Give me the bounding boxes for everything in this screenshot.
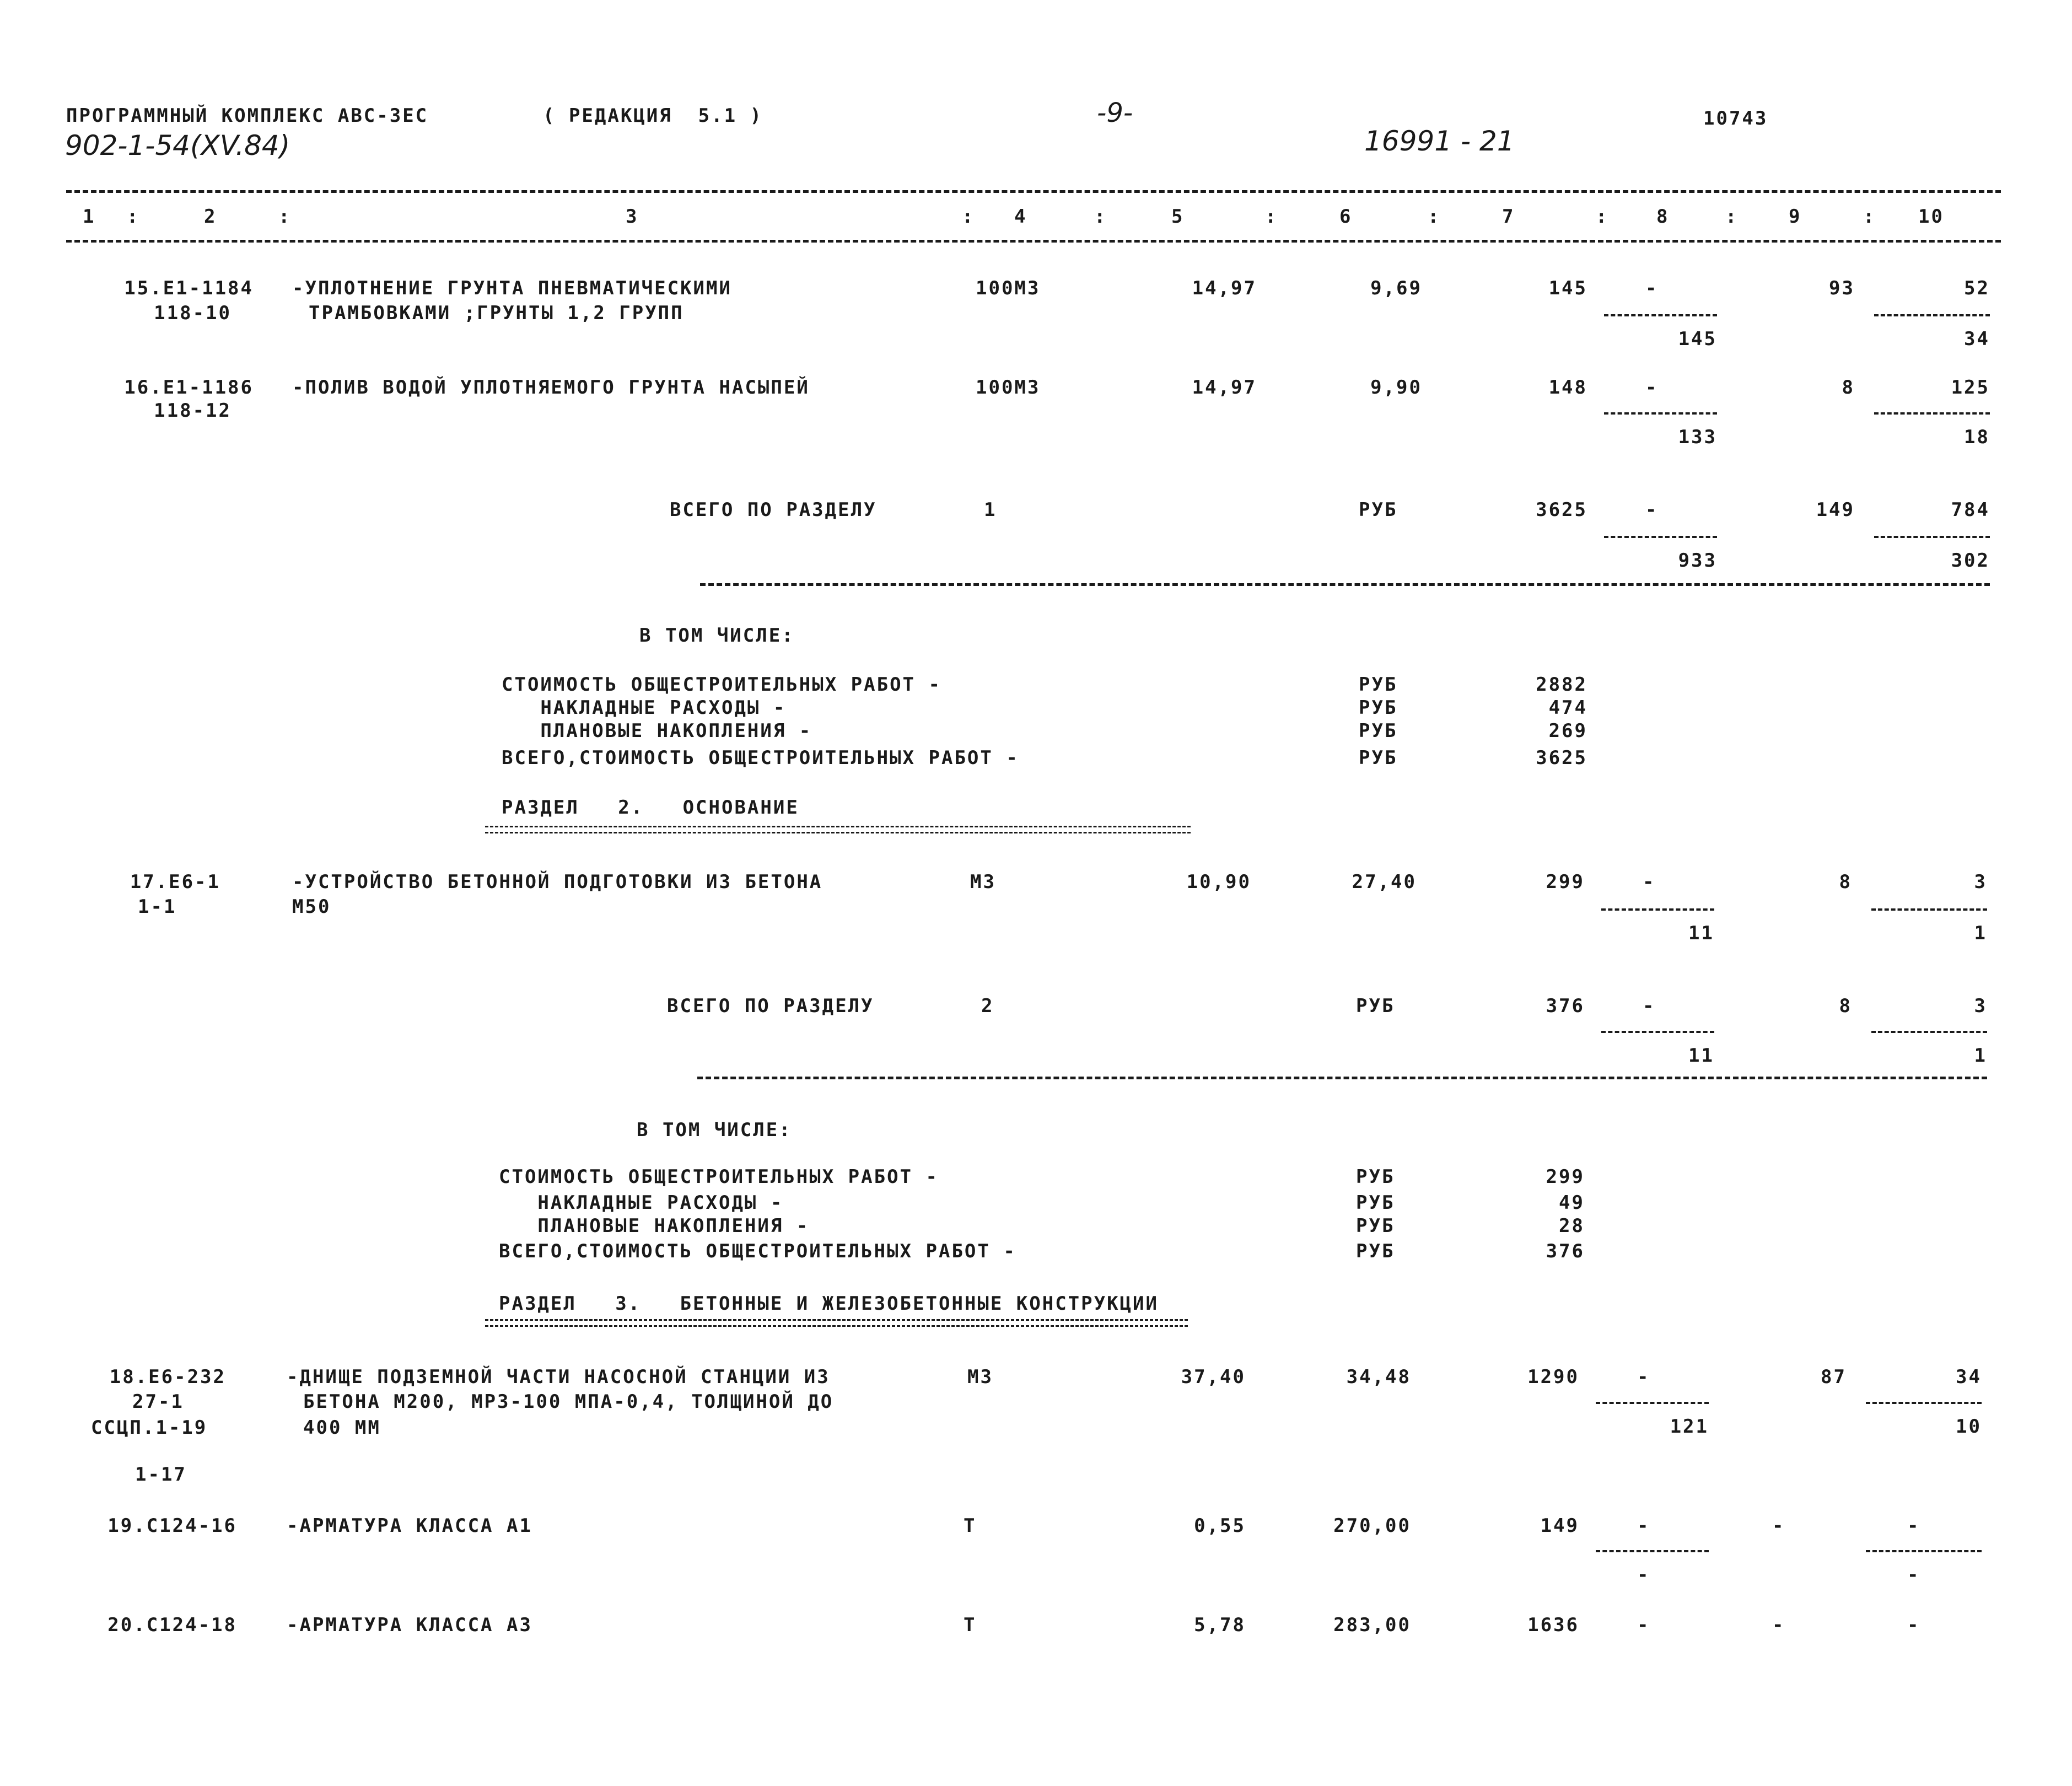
row-reference-3: 1-17: [135, 1464, 187, 1486]
col10-value: 784: [1951, 499, 1990, 521]
breakdown-unit: РУБ: [1356, 1166, 1395, 1188]
breakdown-value: 3625: [1536, 747, 1587, 769]
row-total-cost: 1290: [1527, 1366, 1579, 1388]
breakdown-unit: РУБ: [1359, 747, 1398, 769]
row-total-cost: 148: [1548, 376, 1587, 399]
fraction-rule: [1604, 314, 1717, 316]
col9-value: -: [1772, 1614, 1785, 1636]
col-separator: :: [278, 206, 292, 228]
col10-value: 34: [1956, 1366, 1982, 1388]
header-bottom-rule: [66, 240, 2001, 243]
col8-subvalue: -: [1637, 1564, 1650, 1586]
breakdown-label: СТОИМОСТЬ ОБЩЕСТРОИТЕЛЬНЫХ РАБОТ -: [499, 1166, 939, 1188]
section-total-unit: РУБ: [1356, 995, 1395, 1017]
row-quantity: 10,90: [1186, 871, 1251, 893]
fraction-rule: [1601, 908, 1714, 911]
breakdown-value: 376: [1546, 1240, 1585, 1262]
fraction-rule: [1596, 1550, 1709, 1552]
row-unit: 100М3: [976, 376, 1041, 399]
row-unit-price: 283,00: [1333, 1614, 1411, 1636]
breakdown-unit: РУБ: [1359, 674, 1398, 696]
section-total-label: ВСЕГО ПО РАЗДЕЛУ: [667, 995, 874, 1017]
col8-subvalue: 11: [1688, 922, 1714, 944]
breakdown-value: 269: [1548, 720, 1587, 742]
row-description: -УПЛОТНЕНИЕ ГРУНТА ПНЕВМАТИЧЕСКИМИ: [292, 277, 732, 299]
row-unit: 100М3: [976, 277, 1041, 299]
col-separator: :: [1596, 206, 1609, 228]
fraction-rule: [1596, 1402, 1709, 1404]
row-unit: Т: [964, 1614, 977, 1636]
col10-value: 52: [1964, 277, 1990, 299]
section-total-rule: [700, 583, 1990, 586]
row-reference-2: ССЦП.1-19: [91, 1417, 208, 1439]
row-reference: 118-10: [154, 302, 232, 324]
section-number: 1: [984, 499, 997, 521]
header-top-rule: [66, 190, 2001, 193]
col-header-9: 9: [1789, 206, 1802, 228]
row-number: 19.С124-16: [107, 1515, 237, 1537]
breakdown-unit: РУБ: [1359, 697, 1398, 719]
col-separator: :: [962, 206, 975, 228]
col8-value: -: [1637, 1366, 1650, 1388]
row-unit-price: 34,48: [1346, 1366, 1411, 1388]
section-total-cost: 376: [1546, 995, 1585, 1017]
fraction-rule: [1874, 412, 1990, 415]
col10-subvalue: 18: [1964, 426, 1990, 448]
breakdown-unit: РУБ: [1356, 1192, 1395, 1214]
col-header-3: 3: [626, 206, 639, 228]
fraction-rule: [1866, 1550, 1982, 1552]
col9-value: -: [1772, 1515, 1785, 1537]
section-total-unit: РУБ: [1359, 499, 1398, 521]
row-description-cont: ТРАМБОВКАМИ ;ГРУНТЫ 1,2 ГРУПП: [309, 302, 684, 324]
project-code: 902-1-54(XV.84): [65, 130, 290, 162]
col10-subvalue: -: [1907, 1564, 1920, 1586]
col10-subvalue: 1: [1974, 922, 1987, 944]
col-header-10: 10: [1918, 206, 1944, 228]
col10-subvalue: 302: [1951, 550, 1990, 572]
row-reference: 1-1: [138, 896, 177, 918]
breakdown-value: 28: [1559, 1215, 1585, 1237]
sheet-number: 10743: [1703, 107, 1768, 130]
col9-value: 87: [1821, 1366, 1847, 1388]
row-number: 16.Е1-1186: [124, 376, 254, 399]
section-header: РАЗДЕЛ 3. БЕТОННЫЕ И ЖЕЛЕЗОБЕТОННЫЕ КОНСТРУКЦИИ: [499, 1293, 1159, 1315]
row-number: 15.Е1-1184: [124, 277, 254, 299]
row-description: -ПОЛИВ ВОДОЙ УПЛОТНЯЕМОГО ГРУНТА НАСЫПЕЙ: [292, 376, 810, 399]
row-total-cost: 299: [1546, 871, 1585, 893]
row-quantity: 0,55: [1194, 1515, 1246, 1537]
row-number: 17.Е6-1: [130, 871, 220, 893]
breakdown-value: 299: [1546, 1166, 1585, 1188]
col-separator: :: [1863, 206, 1876, 228]
row-total-cost: 145: [1548, 277, 1587, 299]
col8-subvalue: 11: [1688, 1045, 1714, 1067]
col8-value: -: [1643, 871, 1656, 893]
col-header-2: 2: [204, 206, 217, 228]
breakdown-unit: РУБ: [1356, 1215, 1395, 1237]
col8-subvalue: 933: [1678, 550, 1717, 572]
col8-subvalue: 133: [1678, 426, 1717, 448]
breakdown-label: НАКЛАДНЫЕ РАСХОДЫ -: [499, 1192, 784, 1214]
section-number: 2: [981, 995, 994, 1017]
row-unit-price: 9,90: [1370, 376, 1422, 399]
col10-value: 125: [1951, 376, 1990, 399]
row-description-cont: БЕТОНА М200, МРЗ-100 МПА-0,4, ТОЛЩИНОЙ ДО: [303, 1391, 834, 1413]
col10-value: -: [1907, 1614, 1920, 1636]
breakdown-label: ПЛАНОВЫЕ НАКОПЛЕНИЯ -: [502, 720, 812, 742]
col8-subvalue: 121: [1670, 1416, 1709, 1438]
breakdown-unit: РУБ: [1359, 720, 1398, 742]
row-number: 20.С124-18: [107, 1614, 237, 1636]
col9-value: 8: [1839, 995, 1852, 1017]
col10-value: 3: [1974, 995, 1987, 1017]
col-separator: :: [1094, 206, 1107, 228]
col-header-4: 4: [1014, 206, 1027, 228]
row-description-cont: М50: [292, 896, 331, 918]
breakdown-label: ПЛАНОВЫЕ НАКОПЛЕНИЯ -: [499, 1215, 810, 1237]
row-description: -ДНИЩЕ ПОДЗЕМНОЙ ЧАСТИ НАСОСНОЙ СТАНЦИИ ИЗ: [287, 1366, 830, 1388]
row-unit: Т: [964, 1515, 977, 1537]
document-number: 16991 - 21: [1364, 125, 1515, 157]
row-unit: М3: [970, 871, 996, 893]
row-unit-price: 270,00: [1333, 1515, 1411, 1537]
section-header-rule: [485, 1319, 1188, 1327]
fraction-rule: [1866, 1402, 1982, 1404]
col8-value: -: [1645, 499, 1659, 521]
col-header-6: 6: [1339, 206, 1353, 228]
breakdown-value: 49: [1559, 1192, 1585, 1214]
fraction-rule: [1874, 536, 1990, 538]
row-unit-price: 9,69: [1370, 277, 1422, 299]
including-label: В ТОМ ЧИСЛЕ:: [637, 1119, 792, 1141]
col8-value: -: [1637, 1614, 1650, 1636]
breakdown-value: 474: [1548, 697, 1587, 719]
col8-subvalue: 145: [1678, 328, 1717, 350]
col8-value: -: [1645, 376, 1659, 399]
row-description: -АРМАТУРА КЛАССА А3: [287, 1614, 532, 1636]
breakdown-unit: РУБ: [1356, 1240, 1395, 1262]
col8-value: -: [1637, 1515, 1650, 1537]
col9-value: 8: [1839, 871, 1852, 893]
section-total-cost: 3625: [1536, 499, 1587, 521]
row-total-cost: 149: [1540, 1515, 1579, 1537]
row-reference: 118-12: [154, 400, 232, 422]
program-name: ПРОГРАММНЫЙ КОМПЛЕКС АВС-3ЕС: [66, 105, 429, 127]
col-header-5: 5: [1171, 206, 1185, 228]
fraction-rule: [1874, 314, 1990, 316]
col10-value: 3: [1974, 871, 1987, 893]
row-quantity: 14,97: [1192, 277, 1257, 299]
fraction-rule: [1601, 1031, 1714, 1033]
row-total-cost: 1636: [1527, 1614, 1579, 1636]
col-separator: :: [127, 206, 140, 228]
col-separator: :: [1428, 206, 1441, 228]
row-quantity: 37,40: [1181, 1366, 1246, 1388]
col-header-8: 8: [1656, 206, 1670, 228]
col-separator: :: [1725, 206, 1739, 228]
breakdown-label: ВСЕГО,СТОИМОСТЬ ОБЩЕСТРОИТЕЛЬНЫХ РАБОТ -: [502, 747, 1019, 769]
col10-subvalue: 1: [1974, 1045, 1987, 1067]
edition-label: ( РЕДАКЦИЯ 5.1 ): [543, 105, 763, 127]
row-unit-price: 27,40: [1352, 871, 1417, 893]
col-header-7: 7: [1502, 206, 1515, 228]
row-description-cont: 400 ММ: [303, 1417, 381, 1439]
page-number: -9-: [1097, 98, 1133, 128]
col8-value: -: [1645, 277, 1659, 299]
row-description: -УСТРОЙСТВО БЕТОННОЙ ПОДГОТОВКИ ИЗ БЕТОНА: [292, 871, 823, 893]
including-label: В ТОМ ЧИСЛЕ:: [639, 625, 795, 647]
fraction-rule: [1871, 908, 1987, 911]
row-quantity: 5,78: [1194, 1614, 1246, 1636]
breakdown-label: НАКЛАДНЫЕ РАСХОДЫ -: [502, 697, 787, 719]
row-number: 18.Е6-232: [109, 1366, 226, 1388]
col10-value: -: [1907, 1515, 1920, 1537]
section-total-label: ВСЕГО ПО РАЗДЕЛУ: [670, 499, 877, 521]
col9-value: 149: [1816, 499, 1855, 521]
fraction-rule: [1604, 536, 1717, 538]
col8-value: -: [1643, 995, 1656, 1017]
fraction-rule: [1604, 412, 1717, 415]
col9-value: 93: [1829, 277, 1855, 299]
row-reference: 27-1: [132, 1391, 184, 1413]
col9-value: 8: [1842, 376, 1855, 399]
breakdown-value: 2882: [1536, 674, 1587, 696]
col10-subvalue: 10: [1956, 1416, 1982, 1438]
col-separator: :: [1265, 206, 1278, 228]
section-header: РАЗДЕЛ 2. ОСНОВАНИЕ: [502, 797, 799, 819]
col-header-1: 1: [83, 206, 96, 228]
row-description: -АРМАТУРА КЛАССА А1: [287, 1515, 532, 1537]
row-unit: М3: [967, 1366, 993, 1388]
col10-subvalue: 34: [1964, 328, 1990, 350]
breakdown-label: ВСЕГО,СТОИМОСТЬ ОБЩЕСТРОИТЕЛЬНЫХ РАБОТ -: [499, 1240, 1016, 1262]
fraction-rule: [1871, 1031, 1987, 1033]
breakdown-label: СТОИМОСТЬ ОБЩЕСТРОИТЕЛЬНЫХ РАБОТ -: [502, 674, 941, 696]
row-quantity: 14,97: [1192, 376, 1257, 399]
section-total-rule: [697, 1077, 1987, 1079]
section-header-rule: [485, 826, 1191, 833]
